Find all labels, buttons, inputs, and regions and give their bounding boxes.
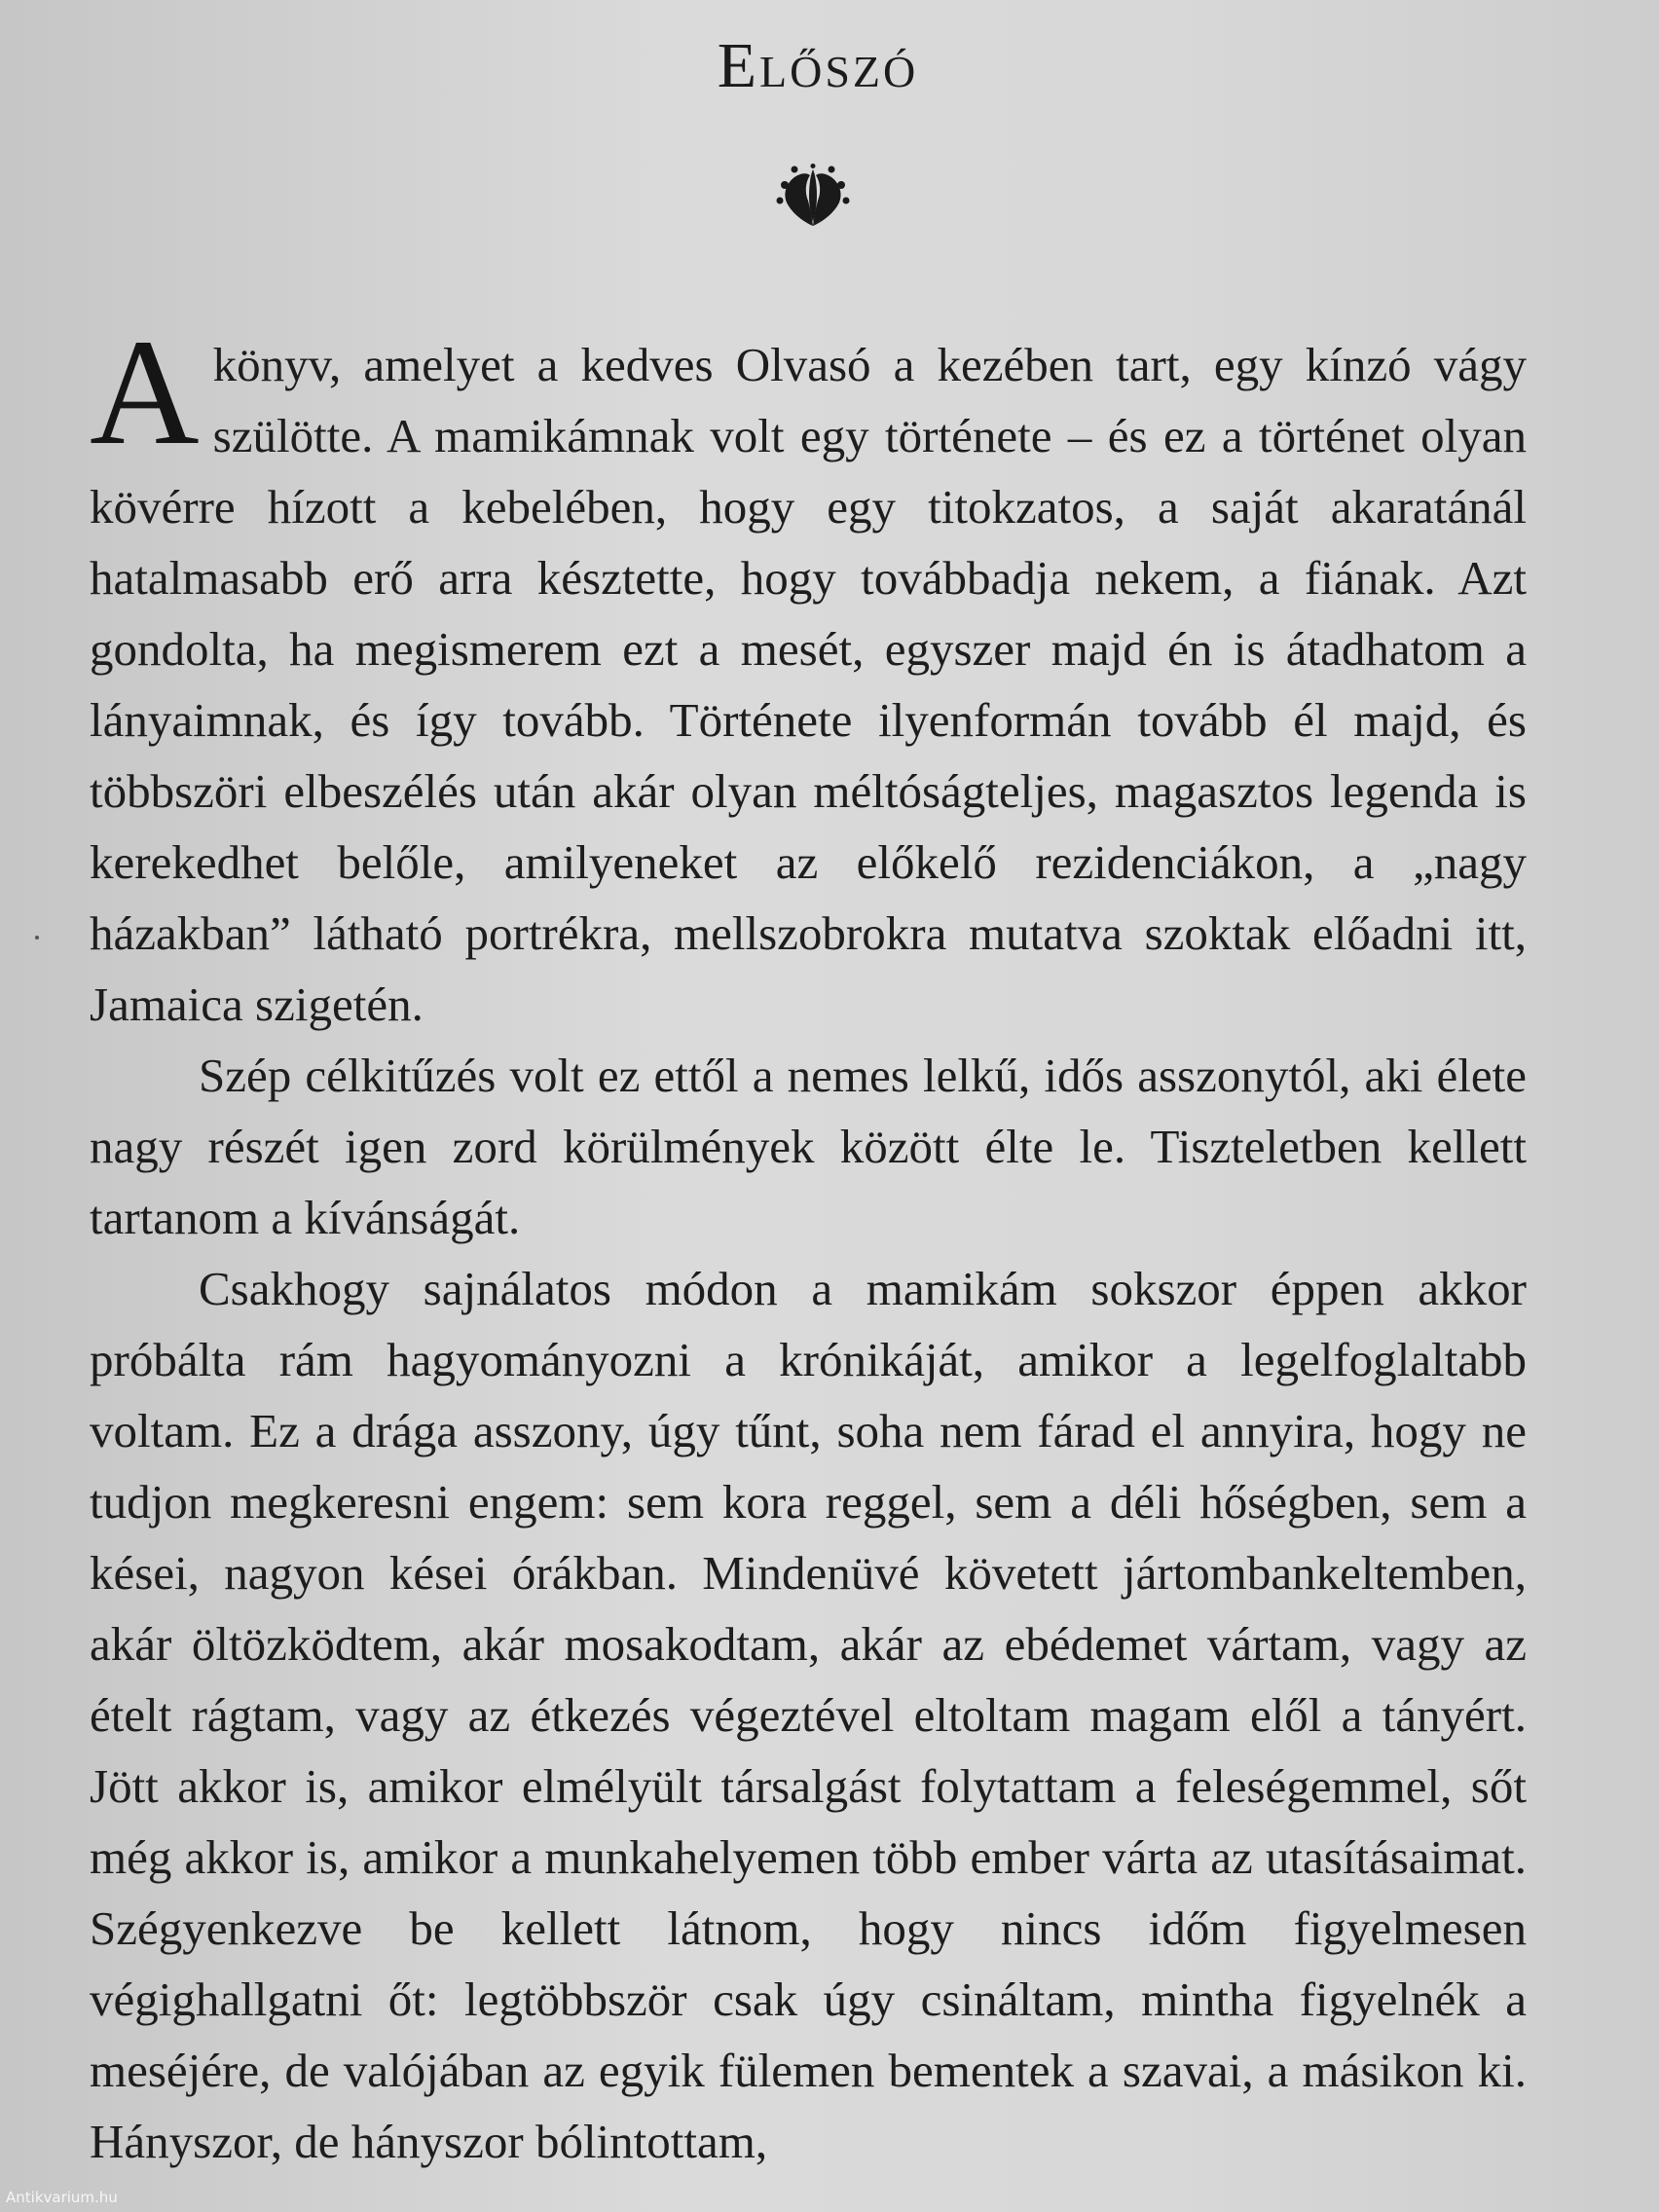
paragraph-3: Csakhogy sajnálatos módon a mamikám sokszor éppen akkor próbálta rám hagyományozni a krónikáját, amikor a legelfoglaltabb voltam. Ez a drága asszony, úgy tűnt, soha nem fárad el annyira, hogy ne tudjon megkeresni engem: sem kora reggel, sem a déli hőségben, sem a kései, nagyon kései órákban. Mindenüvé követett jártombankeltemben, akár öltözködtem, akár mosakodtam, akár az ebédemet vártam, vagy az ételt rágtam, vagy az étkezés végeztével eltoltam magam elől a tányért. Jött akkor is, amikor elmélyült társalgást folytattam a feleségemmel, sőt még akkor is, amikor a munkahelyemen több ember várta az utasításaimat. Szégyenkezve be kellett látnom, hogy nincs időm figyelmesen végighallgatni őt: legtöbbször csak úgy csináltam, mintha figyelnék a meséjére, de valójában az egyik fülemen bementek a szavai, a másikon ki. Hányszor, de hányszor bólintottam, <box>90 1262 1527 2168</box>
body-text <box>90 308 1527 2177</box>
paragraph-2: Szép célkitűzés volt ez ettől a nemes lelkű, idős asszonytól, aki élete nagy részét igen zord körülmények között élte le. Tiszteletben kellett tartanom a kívánságát. <box>90 1049 1527 1244</box>
watermark: Antikvarium.hu <box>6 2189 118 2206</box>
page-title: Előszó <box>717 30 919 101</box>
paragraph-1-text: könyv, amelyet a kedves Olvasó a kezében tart, egy kínzó vágy szülötte. A mamikámnak volt egy története – és ez a történet olyan kövérre hízott a kebelében, hogy egy titokzatos, a saját akaratánál hatalmasabb erő arra késztette, hogy továbbadja nekem, a fiának. Azt gondolta, ha megismerem ezt a mesét, egyszer majd én is átadhatom a lányaimnak, és így tovább. Története ilyenformán tovább él majd, és többszöri elbeszélés után akár olyan méltóságteljes, magasztos legenda is kerekedhet belőle, amilyeneket az előkelő rezidenciákon, a „nagy házakban” látható portrékra, mellszobrokra mutatva szoktak előadni itt, Jamaica szigetén. <box>90 338 1527 1031</box>
drop-cap: A <box>90 308 200 476</box>
paragraph-1 <box>90 308 1527 1040</box>
shell-fleuron-icon <box>775 164 851 232</box>
page-speck <box>35 936 39 940</box>
